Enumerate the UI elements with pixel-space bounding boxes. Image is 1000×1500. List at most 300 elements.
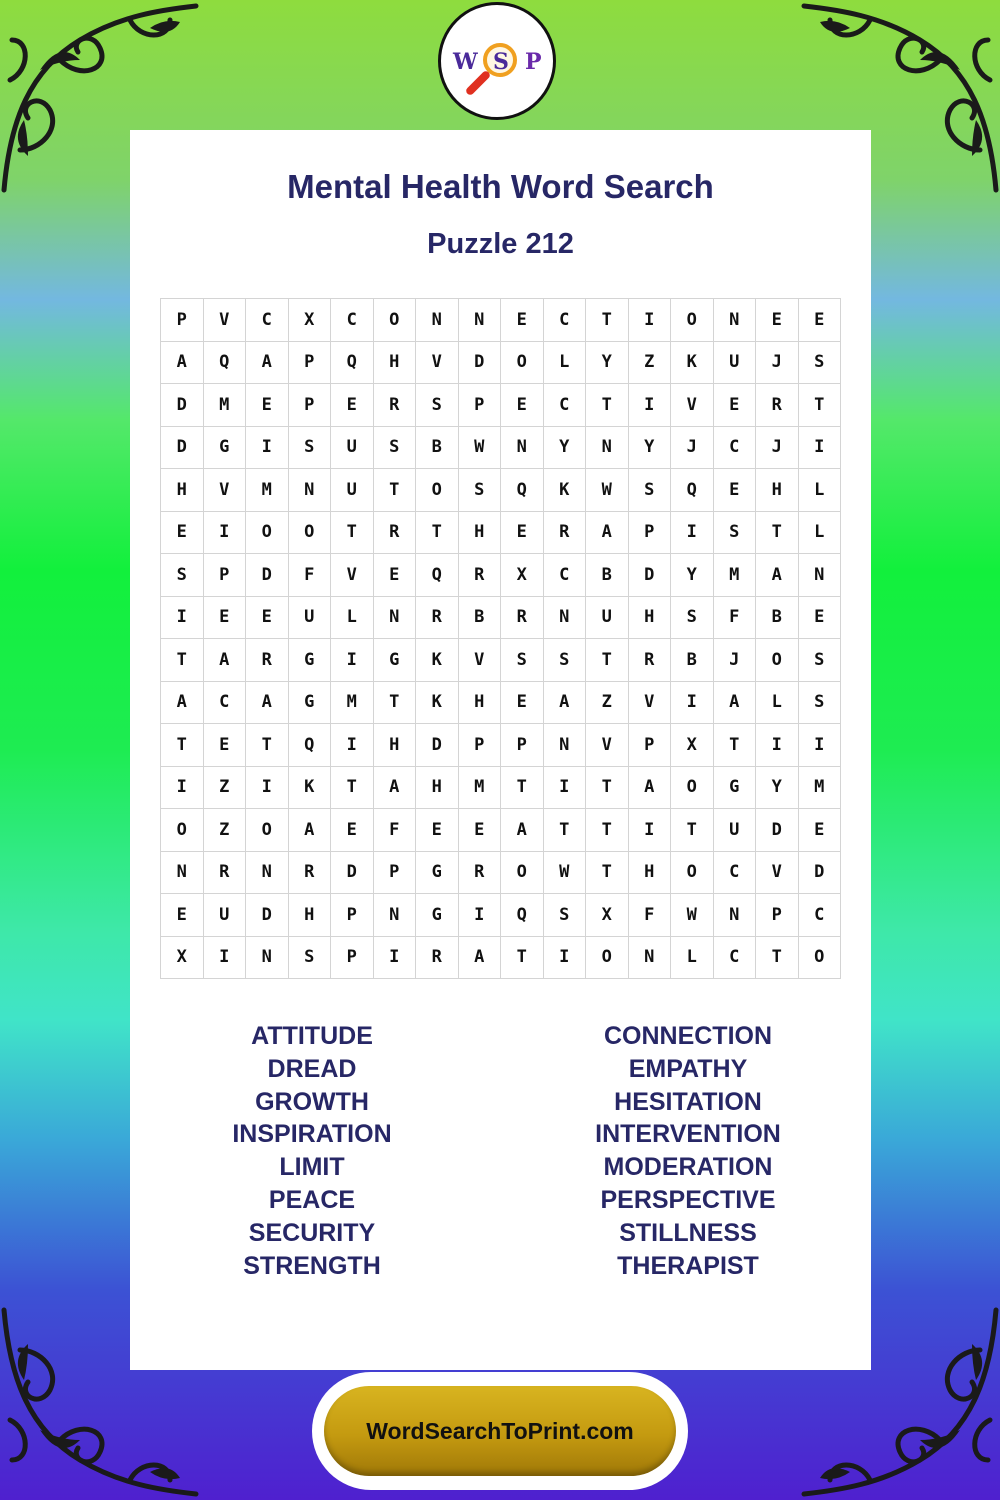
grid-cell[interactable]: V: [416, 341, 459, 384]
grid-cell[interactable]: E: [331, 809, 374, 852]
grid-cell[interactable]: T: [416, 511, 459, 554]
grid-cell[interactable]: L: [671, 936, 714, 979]
grid-cell[interactable]: Q: [416, 554, 459, 597]
grid-row: [161, 894, 841, 937]
letter-grid: [160, 298, 841, 979]
grid-cell[interactable]: E: [246, 596, 289, 639]
grid-cell[interactable]: E: [203, 724, 246, 767]
grid-cell[interactable]: D: [458, 341, 501, 384]
grid-cell[interactable]: P: [628, 724, 671, 767]
grid-cell[interactable]: O: [756, 639, 799, 682]
grid-cell[interactable]: B: [458, 596, 501, 639]
grid-cell[interactable]: A: [543, 681, 586, 724]
grid-cell[interactable]: I: [161, 766, 204, 809]
grid-cell[interactable]: N: [798, 554, 841, 597]
logo-letter-s: S: [493, 49, 509, 75]
grid-cell[interactable]: A: [501, 809, 544, 852]
grid-cell[interactable]: T: [798, 384, 841, 427]
grid-row: [161, 766, 841, 809]
grid-cell[interactable]: T: [161, 639, 204, 682]
grid-cell[interactable]: R: [628, 639, 671, 682]
grid-cell[interactable]: O: [798, 936, 841, 979]
grid-cell[interactable]: U: [203, 894, 246, 937]
grid-cell[interactable]: X: [288, 299, 331, 342]
grid-cell[interactable]: T: [501, 936, 544, 979]
grid-cell[interactable]: K: [288, 766, 331, 809]
grid-cell[interactable]: Y: [586, 341, 629, 384]
grid-row: [161, 469, 841, 512]
grid-cell[interactable]: R: [373, 511, 416, 554]
grid-cell[interactable]: X: [671, 724, 714, 767]
grid-cell[interactable]: T: [161, 724, 204, 767]
grid-cell[interactable]: I: [671, 681, 714, 724]
grid-cell[interactable]: H: [288, 894, 331, 937]
word-item: LIMIT: [279, 1153, 345, 1182]
grid-cell[interactable]: E: [501, 384, 544, 427]
grid-cell[interactable]: N: [458, 299, 501, 342]
grid-cell[interactable]: F: [288, 554, 331, 597]
grid-cell[interactable]: D: [246, 894, 289, 937]
grid-cell[interactable]: U: [713, 809, 756, 852]
grid-cell[interactable]: Y: [628, 426, 671, 469]
grid-cell[interactable]: K: [416, 639, 459, 682]
grid-cell[interactable]: S: [373, 426, 416, 469]
grid-cell[interactable]: N: [373, 596, 416, 639]
grid-cell[interactable]: C: [543, 554, 586, 597]
grid-cell[interactable]: C: [246, 299, 289, 342]
grid-cell[interactable]: N: [543, 596, 586, 639]
grid-cell[interactable]: T: [586, 809, 629, 852]
grid-cell[interactable]: H: [458, 511, 501, 554]
grid-cell[interactable]: H: [458, 681, 501, 724]
footer-banner: [312, 1372, 688, 1490]
word-item: INSPIRATION: [232, 1120, 392, 1149]
grid-cell[interactable]: B: [586, 554, 629, 597]
word-list-right: [538, 1020, 838, 1282]
grid-cell[interactable]: V: [458, 639, 501, 682]
grid-cell[interactable]: L: [543, 341, 586, 384]
grid-row: [161, 809, 841, 852]
grid-row: [161, 384, 841, 427]
grid-cell[interactable]: E: [798, 596, 841, 639]
grid-cell[interactable]: T: [586, 639, 629, 682]
grid-cell[interactable]: U: [713, 341, 756, 384]
grid-cell[interactable]: R: [203, 851, 246, 894]
word-item: STRENGTH: [243, 1251, 381, 1280]
grid-cell[interactable]: P: [331, 936, 374, 979]
grid-cell[interactable]: W: [671, 894, 714, 937]
grid-cell[interactable]: E: [416, 809, 459, 852]
grid-cell[interactable]: H: [373, 341, 416, 384]
grid-cell[interactable]: K: [416, 681, 459, 724]
grid-cell[interactable]: W: [586, 469, 629, 512]
grid-cell[interactable]: I: [628, 299, 671, 342]
grid-cell[interactable]: F: [373, 809, 416, 852]
grid-cell[interactable]: A: [713, 681, 756, 724]
grid-cell[interactable]: P: [203, 554, 246, 597]
grid-cell[interactable]: N: [628, 936, 671, 979]
grid-cell[interactable]: V: [331, 554, 374, 597]
grid-cell[interactable]: U: [331, 426, 374, 469]
grid-cell[interactable]: G: [713, 766, 756, 809]
grid-cell[interactable]: H: [628, 596, 671, 639]
grid-cell[interactable]: A: [373, 766, 416, 809]
grid-row: [161, 681, 841, 724]
grid-cell[interactable]: T: [246, 724, 289, 767]
grid-cell[interactable]: K: [671, 341, 714, 384]
grid-cell[interactable]: H: [756, 469, 799, 512]
grid-cell[interactable]: U: [586, 596, 629, 639]
puzzle-number: Puzzle 212: [427, 228, 574, 260]
grid-cell[interactable]: B: [671, 639, 714, 682]
grid-cell[interactable]: T: [756, 511, 799, 554]
grid-cell[interactable]: T: [331, 511, 374, 554]
grid-cell[interactable]: I: [246, 426, 289, 469]
grid-cell[interactable]: Q: [203, 341, 246, 384]
puzzle-sheet: [130, 130, 871, 1370]
grid-cell[interactable]: M: [331, 681, 374, 724]
grid-cell[interactable]: E: [331, 384, 374, 427]
grid-cell[interactable]: T: [501, 766, 544, 809]
grid-cell[interactable]: E: [501, 511, 544, 554]
grid-cell[interactable]: R: [458, 851, 501, 894]
grid-cell[interactable]: I: [331, 639, 374, 682]
grid-cell[interactable]: I: [203, 936, 246, 979]
grid-cell[interactable]: O: [288, 511, 331, 554]
grid-cell[interactable]: S: [288, 936, 331, 979]
grid-cell[interactable]: A: [756, 554, 799, 597]
grid-cell[interactable]: S: [798, 639, 841, 682]
grid-cell[interactable]: N: [543, 724, 586, 767]
grid-cell[interactable]: M: [713, 554, 756, 597]
grid-cell[interactable]: C: [713, 851, 756, 894]
grid-cell[interactable]: N: [246, 851, 289, 894]
grid-cell[interactable]: T: [331, 766, 374, 809]
grid-cell[interactable]: P: [331, 894, 374, 937]
grid-cell[interactable]: I: [373, 936, 416, 979]
grid-cell[interactable]: M: [203, 384, 246, 427]
word-item: PERSPECTIVE: [600, 1185, 776, 1214]
grid-row: [161, 639, 841, 682]
grid-cell[interactable]: T: [373, 469, 416, 512]
grid-row: [161, 299, 841, 342]
grid-cell[interactable]: S: [161, 554, 204, 597]
grid-cell[interactable]: S: [543, 894, 586, 937]
grid-cell[interactable]: P: [628, 511, 671, 554]
grid-cell[interactable]: I: [628, 809, 671, 852]
grid-cell[interactable]: N: [288, 469, 331, 512]
grid-cell[interactable]: D: [246, 554, 289, 597]
grid-cell[interactable]: U: [331, 469, 374, 512]
grid-cell[interactable]: T: [586, 384, 629, 427]
grid-cell[interactable]: Y: [543, 426, 586, 469]
word-item: CONNECTION: [603, 1022, 773, 1050]
grid-cell[interactable]: T: [756, 936, 799, 979]
grid-cell[interactable]: R: [246, 639, 289, 682]
grid-cell[interactable]: S: [628, 469, 671, 512]
grid-cell[interactable]: N: [501, 426, 544, 469]
grid-cell[interactable]: H: [373, 724, 416, 767]
grid-cell[interactable]: P: [288, 384, 331, 427]
grid-cell[interactable]: R: [288, 851, 331, 894]
grid-cell[interactable]: P: [458, 724, 501, 767]
grid-cell[interactable]: A: [246, 341, 289, 384]
grid-cell[interactable]: D: [798, 851, 841, 894]
grid-cell[interactable]: I: [161, 596, 204, 639]
grid-cell[interactable]: G: [203, 426, 246, 469]
grid-cell[interactable]: E: [161, 894, 204, 937]
grid-cell[interactable]: R: [416, 936, 459, 979]
grid-cell[interactable]: A: [628, 766, 671, 809]
grid-cell[interactable]: Y: [756, 766, 799, 809]
grid-cell[interactable]: T: [373, 681, 416, 724]
grid-cell[interactable]: Q: [501, 469, 544, 512]
grid-cell[interactable]: O: [161, 809, 204, 852]
grid-cell[interactable]: A: [458, 936, 501, 979]
grid-cell[interactable]: Q: [671, 469, 714, 512]
grid-cell[interactable]: E: [713, 384, 756, 427]
grid-cell[interactable]: Z: [203, 809, 246, 852]
grid-cell[interactable]: P: [288, 341, 331, 384]
grid-cell[interactable]: M: [246, 469, 289, 512]
word-item: THERAPIST: [617, 1251, 759, 1280]
grid-cell[interactable]: I: [458, 894, 501, 937]
grid-cell[interactable]: J: [713, 639, 756, 682]
grid-cell[interactable]: N: [161, 851, 204, 894]
grid-cell[interactable]: V: [203, 299, 246, 342]
grid-cell[interactable]: T: [586, 851, 629, 894]
grid-cell[interactable]: V: [756, 851, 799, 894]
grid-cell[interactable]: V: [628, 681, 671, 724]
grid-cell[interactable]: D: [416, 724, 459, 767]
grid-cell[interactable]: N: [713, 894, 756, 937]
grid-cell[interactable]: D: [331, 851, 374, 894]
grid-cell[interactable]: S: [501, 639, 544, 682]
word-item: SECURITY: [248, 1218, 376, 1247]
grid-cell[interactable]: E: [161, 511, 204, 554]
grid-cell[interactable]: T: [586, 299, 629, 342]
grid-cell[interactable]: I: [798, 724, 841, 767]
grid-cell[interactable]: S: [713, 511, 756, 554]
grid-cell[interactable]: Q: [501, 894, 544, 937]
grid-cell[interactable]: X: [501, 554, 544, 597]
grid-cell[interactable]: S: [288, 426, 331, 469]
grid-cell[interactable]: P: [501, 724, 544, 767]
grid-cell[interactable]: O: [671, 766, 714, 809]
grid-cell[interactable]: I: [756, 724, 799, 767]
grid-cell[interactable]: A: [161, 341, 204, 384]
grid-cell[interactable]: O: [586, 936, 629, 979]
word-item: MODERATION: [603, 1153, 773, 1182]
grid-cell[interactable]: E: [203, 596, 246, 639]
grid-row: [161, 724, 841, 767]
grid-cell[interactable]: O: [373, 299, 416, 342]
grid-cell[interactable]: R: [501, 596, 544, 639]
grid-cell[interactable]: C: [543, 299, 586, 342]
grid-cell[interactable]: H: [416, 766, 459, 809]
grid-cell[interactable]: D: [756, 809, 799, 852]
grid-cell[interactable]: F: [628, 894, 671, 937]
grid-cell[interactable]: O: [246, 511, 289, 554]
grid-cell[interactable]: S: [798, 681, 841, 724]
grid-cell[interactable]: X: [161, 936, 204, 979]
grid-cell[interactable]: K: [543, 469, 586, 512]
grid-cell[interactable]: O: [416, 469, 459, 512]
grid-cell[interactable]: A: [246, 681, 289, 724]
grid-cell[interactable]: I: [671, 511, 714, 554]
grid-cell[interactable]: E: [798, 299, 841, 342]
grid-cell[interactable]: M: [798, 766, 841, 809]
grid-row: [161, 426, 841, 469]
grid-cell[interactable]: A: [203, 639, 246, 682]
word-item: EMPATHY: [628, 1054, 748, 1083]
grid-cell[interactable]: G: [288, 639, 331, 682]
grid-cell[interactable]: I: [246, 766, 289, 809]
grid-cell[interactable]: L: [756, 681, 799, 724]
grid-cell[interactable]: G: [288, 681, 331, 724]
grid-cell[interactable]: N: [416, 299, 459, 342]
word-item: STILLNESS: [619, 1218, 757, 1247]
grid-cell[interactable]: I: [798, 426, 841, 469]
grid-cell[interactable]: O: [501, 341, 544, 384]
grid-cell[interactable]: S: [543, 639, 586, 682]
grid-cell[interactable]: N: [713, 299, 756, 342]
grid-cell[interactable]: S: [798, 341, 841, 384]
grid-cell[interactable]: Q: [331, 341, 374, 384]
grid-row: [161, 851, 841, 894]
grid-cell[interactable]: O: [501, 851, 544, 894]
grid-cell[interactable]: N: [586, 426, 629, 469]
word-list-left: [162, 1020, 462, 1282]
word-item: PEACE: [268, 1185, 356, 1214]
grid-cell[interactable]: E: [501, 299, 544, 342]
grid-cell[interactable]: D: [161, 384, 204, 427]
word-item: ATTITUDE: [251, 1022, 373, 1050]
grid-row: [161, 554, 841, 597]
wsp-logo: [438, 2, 556, 120]
grid-cell[interactable]: L: [331, 596, 374, 639]
grid-cell[interactable]: C: [798, 894, 841, 937]
grid-cell[interactable]: S: [458, 469, 501, 512]
grid-cell[interactable]: Q: [288, 724, 331, 767]
grid-cell[interactable]: E: [458, 809, 501, 852]
grid-cell[interactable]: O: [671, 299, 714, 342]
grid-cell[interactable]: R: [458, 554, 501, 597]
grid-cell[interactable]: E: [501, 681, 544, 724]
grid-cell[interactable]: D: [161, 426, 204, 469]
grid-cell[interactable]: H: [161, 469, 204, 512]
grid-cell[interactable]: E: [798, 809, 841, 852]
grid-cell[interactable]: E: [756, 299, 799, 342]
grid-cell[interactable]: J: [756, 426, 799, 469]
grid-cell[interactable]: P: [161, 299, 204, 342]
grid-cell[interactable]: C: [543, 384, 586, 427]
grid-cell[interactable]: A: [586, 511, 629, 554]
grid-row: [161, 341, 841, 384]
grid-cell[interactable]: V: [203, 469, 246, 512]
grid-cell[interactable]: Z: [628, 341, 671, 384]
grid-cell[interactable]: P: [458, 384, 501, 427]
page-title: Mental Health Word Search: [287, 168, 714, 205]
grid-cell[interactable]: R: [416, 596, 459, 639]
grid-cell[interactable]: Y: [671, 554, 714, 597]
grid-cell[interactable]: S: [416, 384, 459, 427]
grid-cell[interactable]: I: [628, 384, 671, 427]
grid-cell[interactable]: D: [628, 554, 671, 597]
grid-cell[interactable]: O: [246, 809, 289, 852]
grid-cell[interactable]: C: [203, 681, 246, 724]
grid-cell[interactable]: E: [713, 469, 756, 512]
grid-cell[interactable]: C: [331, 299, 374, 342]
grid-cell[interactable]: I: [543, 936, 586, 979]
grid-cell[interactable]: T: [671, 809, 714, 852]
grid-cell[interactable]: H: [628, 851, 671, 894]
grid-row: [161, 936, 841, 979]
word-item: GROWTH: [255, 1087, 369, 1116]
grid-cell[interactable]: R: [543, 511, 586, 554]
grid-cell[interactable]: T: [586, 766, 629, 809]
grid-cell[interactable]: F: [713, 596, 756, 639]
grid-cell[interactable]: O: [671, 851, 714, 894]
grid-cell[interactable]: C: [713, 936, 756, 979]
grid-cell[interactable]: N: [246, 936, 289, 979]
grid-cell[interactable]: W: [543, 851, 586, 894]
grid-cell[interactable]: E: [373, 554, 416, 597]
grid-cell[interactable]: X: [586, 894, 629, 937]
word-item: INTERVENTION: [595, 1120, 781, 1149]
grid-cell[interactable]: W: [458, 426, 501, 469]
grid-cell[interactable]: L: [798, 469, 841, 512]
grid-cell[interactable]: I: [331, 724, 374, 767]
grid-cell[interactable]: N: [373, 894, 416, 937]
grid-cell[interactable]: T: [543, 809, 586, 852]
grid-cell[interactable]: A: [161, 681, 204, 724]
grid-cell[interactable]: E: [246, 384, 289, 427]
grid-cell[interactable]: P: [756, 894, 799, 937]
grid-cell[interactable]: B: [416, 426, 459, 469]
grid-cell[interactable]: V: [671, 384, 714, 427]
grid-cell[interactable]: L: [798, 511, 841, 554]
word-item: DREAD: [267, 1054, 357, 1083]
grid-cell[interactable]: I: [203, 511, 246, 554]
grid-cell[interactable]: V: [586, 724, 629, 767]
grid-cell[interactable]: G: [416, 894, 459, 937]
grid-cell[interactable]: C: [713, 426, 756, 469]
grid-cell[interactable]: B: [756, 596, 799, 639]
grid-cell[interactable]: P: [373, 851, 416, 894]
grid-cell[interactable]: M: [458, 766, 501, 809]
grid-cell[interactable]: R: [373, 384, 416, 427]
grid-cell[interactable]: Z: [586, 681, 629, 724]
grid-cell[interactable]: T: [713, 724, 756, 767]
grid-cell[interactable]: A: [288, 809, 331, 852]
grid-cell[interactable]: J: [671, 426, 714, 469]
grid-row: [161, 511, 841, 554]
grid-cell[interactable]: G: [373, 639, 416, 682]
grid-cell[interactable]: R: [756, 384, 799, 427]
grid-cell[interactable]: Z: [203, 766, 246, 809]
grid-cell[interactable]: G: [416, 851, 459, 894]
grid-cell[interactable]: S: [671, 596, 714, 639]
logo-letter-w: W: [453, 49, 478, 75]
site-name: WordSearchToPrint.com: [366, 1417, 634, 1444]
logo-letter-p: P: [525, 49, 542, 75]
grid-cell[interactable]: I: [543, 766, 586, 809]
grid-cell[interactable]: U: [288, 596, 331, 639]
word-item: HESITATION: [614, 1087, 762, 1116]
grid-cell[interactable]: J: [756, 341, 799, 384]
site-link-button[interactable]: [324, 1386, 676, 1476]
